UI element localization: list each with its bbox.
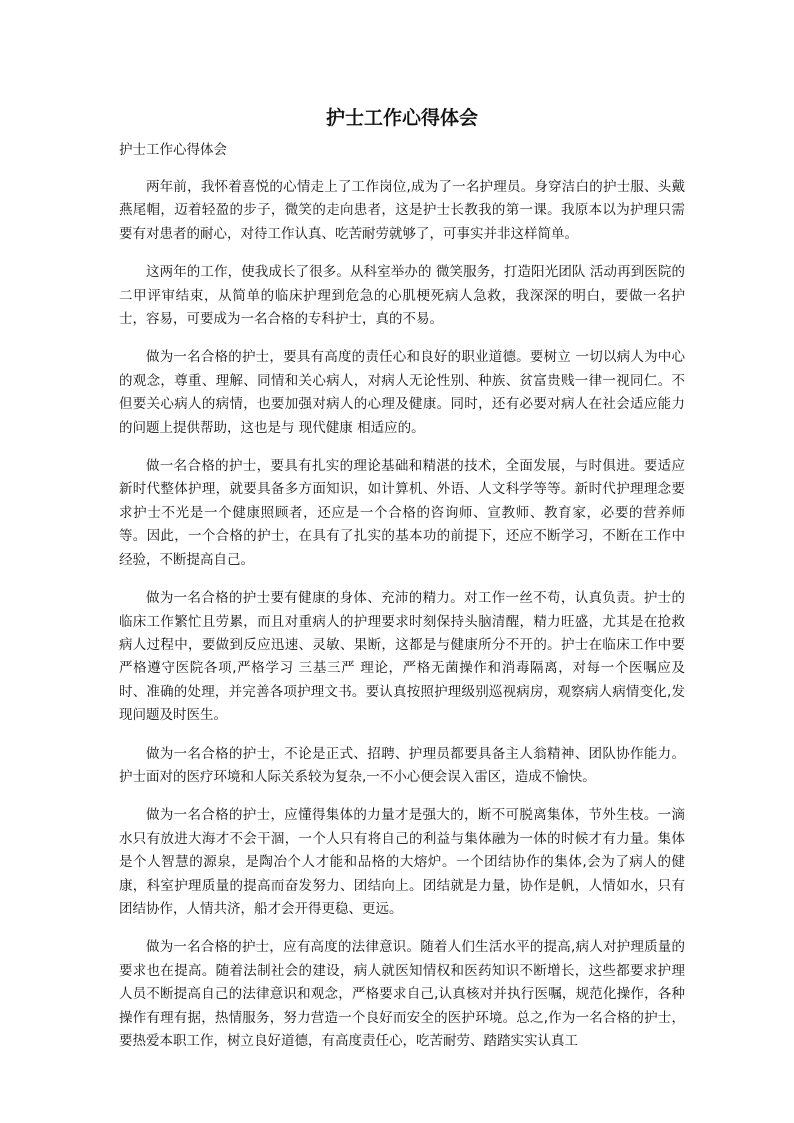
paragraph: 做为一名合格的护士，应有高度的法律意识。随着人们生活水平的提高,病人对护理质量的要求也在提高。随着法制社会的建设，病人就医知情权和医药知识不断增长，这些都要求护理人员不断提高自己的法律意识和观念，严格要求自己,认真核对并执行医嘱，规范化操作，各种操作有理有据，热情服务，努力营造一个良好而安全的医护环境。总之,作为一名合格的护士，要热爱本职工作，树立良好道德，有高度责任心，吃苦耐劳、踏踏实实认真工 (119, 939, 685, 1049)
paragraph: 做为一名合格的护士，不论是正式、招聘、护理员都要具备主人翁精神、团队协作能力。护士面对的医疗环境和人际关系较为复杂,一不小心便会误入雷区，造成不愉快。 (119, 745, 685, 785)
document-title: 护士工作心得体会 (325, 107, 478, 129)
paragraph: 做一名合格的护士，要具有扎实的理论基础和精湛的技术，全面发展，与时俱进。要适应新时代整体护理，就要具备多方面知识，如计算机、外语、人文科学等等。新时代护理理念要求护士不光是一个健康照顾者，还应是一个合格的咨询师、宣教师、教育家，必要的营养师等。因此，一个合格的护士，在具有了扎实的基本功的前提下，还应不断学习，不断在工作中经验，不断提高自己。 (119, 458, 685, 568)
paragraph: 两年前，我怀着喜悦的心情走上了工作岗位,成为了一名护理员。身穿洁白的护士服、头戴燕尾帽，迈着轻盈的步子，微笑的走向患者，这是护士长教我的第一课。我原本以为护理只需要有对患者的耐心，对待工作认真、吃苦耐劳就够了，可事实并非这样简单。 (119, 179, 685, 242)
paragraph: 做为一名合格的护士，要具有高度的责任心和良好的职业道德。要树立 一切以病人为中心 的观念，尊重、理解、同情和关心病人，对病人无论性别、种族、贫富贵贱一律一视同仁。不但要关心病人的病情，也要加强对病人的心理及健康。同时，还有必要对病人在社会适应能力的问题上提供帮助，这也是与 现代健康 相适应的。 (119, 349, 685, 436)
paragraph: 做为一名合格的护士要有健康的身体、充沛的精力。对工作一丝不苟，认真负责。护士的临床工作繁忙且劳累，而且对重病人的护理要求时刻保持头脑清醒，精力旺盛，尤其是在抢救病人过程中，要做到反应迅速、灵敏、果断，这都是与健康所分不开的。护士在临床工作中要严格遵守医院各项,严格学习 三基三严 理论，严格无菌操作和消毒隔离，对每一个医嘱应及时、准确的处理，并完善各项护理文书。要认真按照护理级别巡视病房，观察病人病情变化,发现问题及时医生。 (119, 590, 685, 724)
paragraph: 这两年的工作，使我成长了很多。从科室举办的 微笑服务，打造阳光团队 活动再到医院的二甲评审结束，从简单的临床护理到危急的心肌梗死病人急救，我深深的明白，要做一名护士，容易，可要成为一名合格的专科护士，真的不易。 (119, 264, 685, 328)
document-page (119, 104, 685, 1068)
document-subtitle: 护士工作心得体会 (119, 142, 227, 158)
paragraph: 做为一名合格的护士，应懂得集体的力量才是强大的，断不可脱离集体，节外生枝。一滴水只有放进大海才不会干涸，一个人只有将自己的利益与集体融为一体的时候才有力量。集体是个人智慧的源泉，是陶冶个人才能和品格的大熔炉。一个团结协作的集体,会为了病人的健康，科室护理质量的提高而奋发努力、团结向上。团结就是力量，协作是帆，人情如水，只有团结协作，人情共济，船才会开得更稳、更远。 (119, 807, 685, 917)
